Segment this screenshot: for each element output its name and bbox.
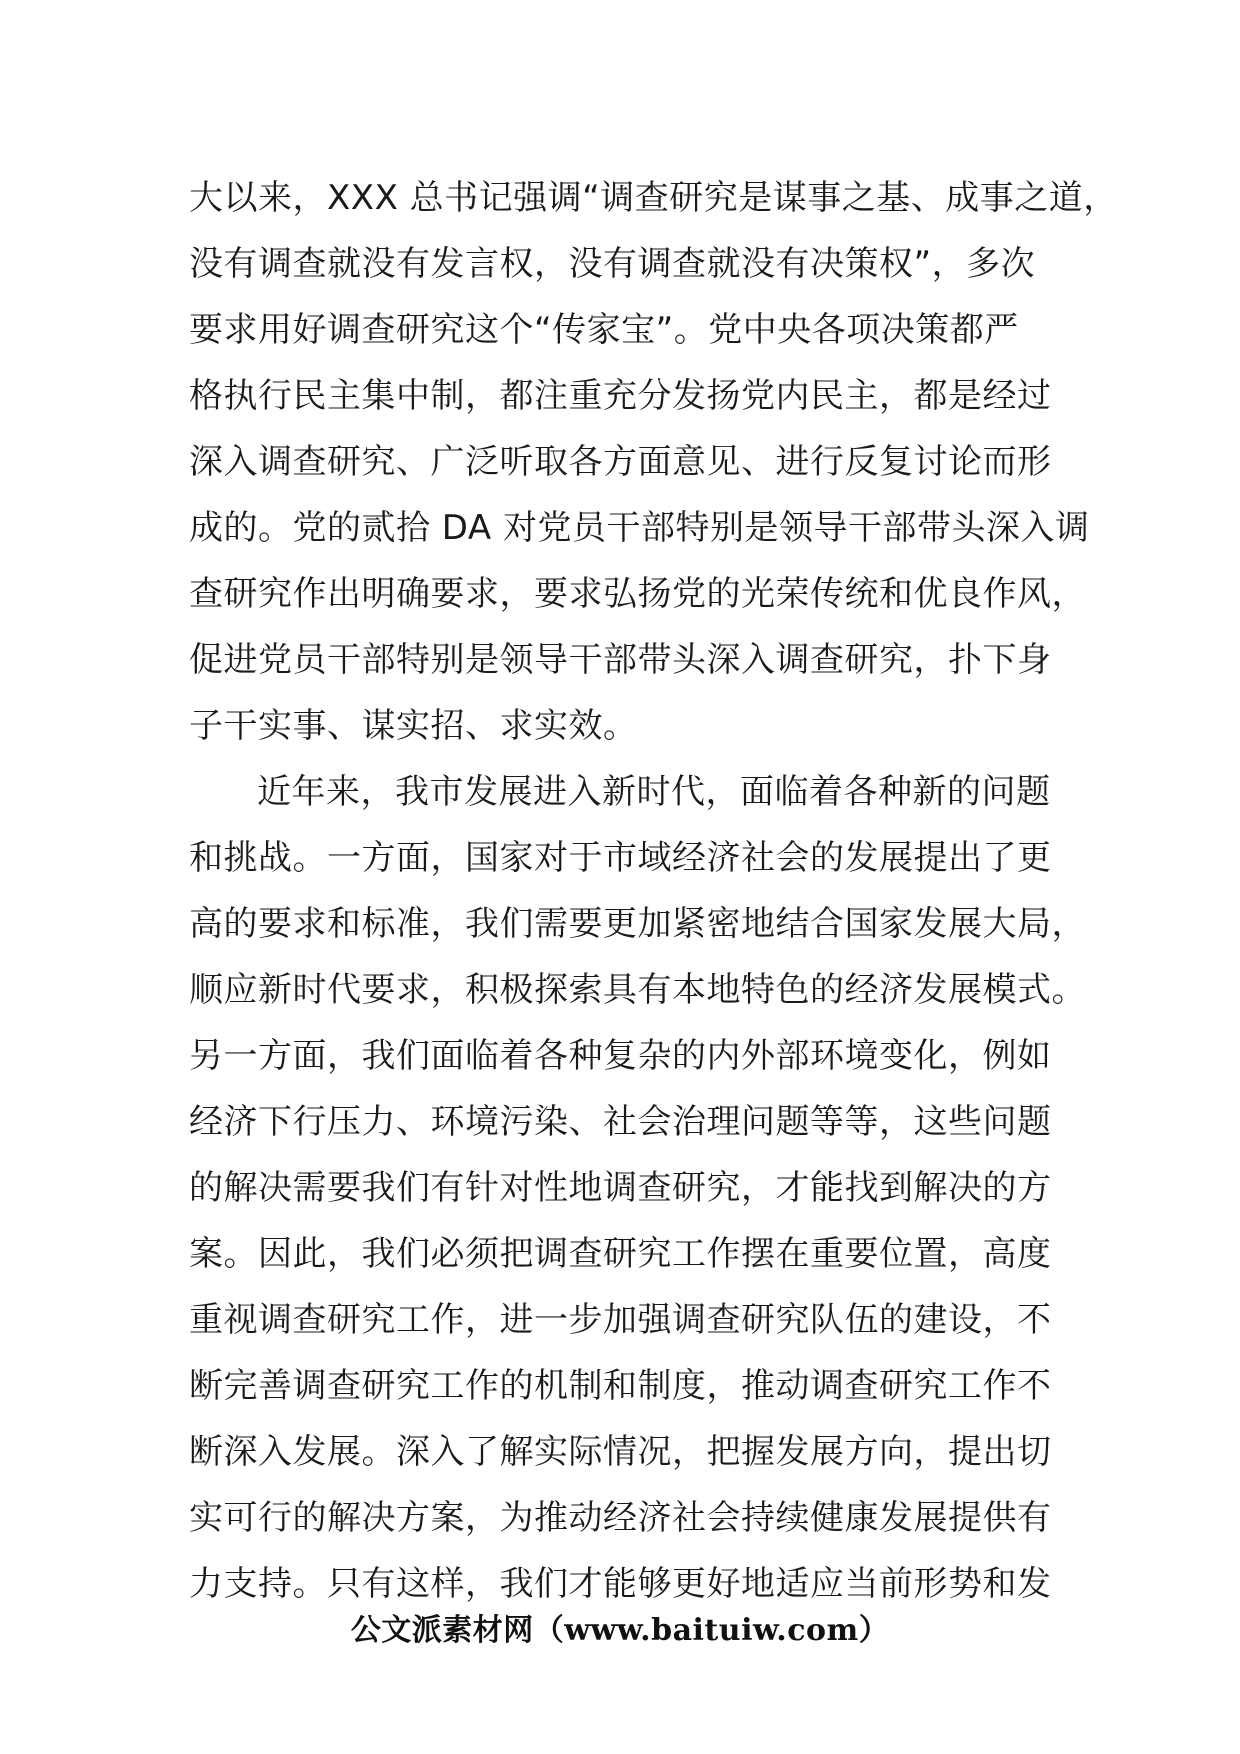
text-line: 格执行民主集中制，都注重充分发扬党内民主，都是经过 <box>189 376 1052 416</box>
text-line: 和挑战。一方面，国家对于市域经济社会的发展提出了更 <box>189 838 1052 878</box>
text-line: 促进党员干部特别是领导干部带头深入调查研究，扑下身 <box>189 640 1052 680</box>
text-line: 的解决需要我们有针对性地调查研究，才能找到解决的方 <box>189 1168 1052 1208</box>
text-line: 断完善调查研究工作的机制和制度，推动调查研究工作不 <box>189 1366 1052 1406</box>
text-line: 力支持。只有这样，我们才能够更好地适应当前形势和发 <box>189 1564 1052 1604</box>
text-line: 大以来，XXX 总书记强调“调查研究是谋事之基、成事之道， <box>189 178 1118 218</box>
text-line: 重视调查研究工作，进一步加强调查研究队伍的建设，不 <box>189 1300 1052 1340</box>
text-line: 没有调查就没有发言权，没有调查就没有决策权”，多次 <box>189 244 1036 284</box>
footer-watermark: 公文派素材网（www.baituiw.com） <box>350 1613 890 1648</box>
text-line: 案。因此，我们必须把调查研究工作摆在重要位置，高度 <box>189 1234 1052 1274</box>
text-line: 近年来，我市发展进入新时代，面临着各种新的问题 <box>257 772 1051 812</box>
text-line: 断深入发展。深入了解实际情况，把握发展方向，提出切 <box>189 1432 1052 1472</box>
text-line: 顺应新时代要求，积极探索具有本地特色的经济发展模式。 <box>189 970 1086 1010</box>
text-line: 要求用好调查研究这个“传家宝”。党中央各项决策都严 <box>189 310 1019 350</box>
text-line: 高的要求和标准，我们需要更加紧密地结合国家发展大局， <box>189 904 1086 944</box>
text-line: 成的。党的贰拾 DA 对党员干部特别是领导干部带头深入调 <box>189 508 1090 548</box>
text-line: 深入调查研究、广泛听取各方面意见、进行反复讨论而形 <box>189 442 1052 482</box>
text-line: 另一方面，我们面临着各种复杂的内外部环境变化，例如 <box>189 1036 1052 1076</box>
text-line: 子干实事、谋实招、求实效。 <box>189 706 638 746</box>
text-line: 查研究作出明确要求，要求弘扬党的光荣传统和优良作风， <box>189 574 1086 614</box>
body-text <box>189 165 1118 1617</box>
text-line: 实可行的解决方案，为推动经济社会持续健康发展提供有 <box>189 1498 1052 1538</box>
text-line: 经济下行压力、环境污染、社会治理问题等等，这些问题 <box>189 1102 1052 1142</box>
